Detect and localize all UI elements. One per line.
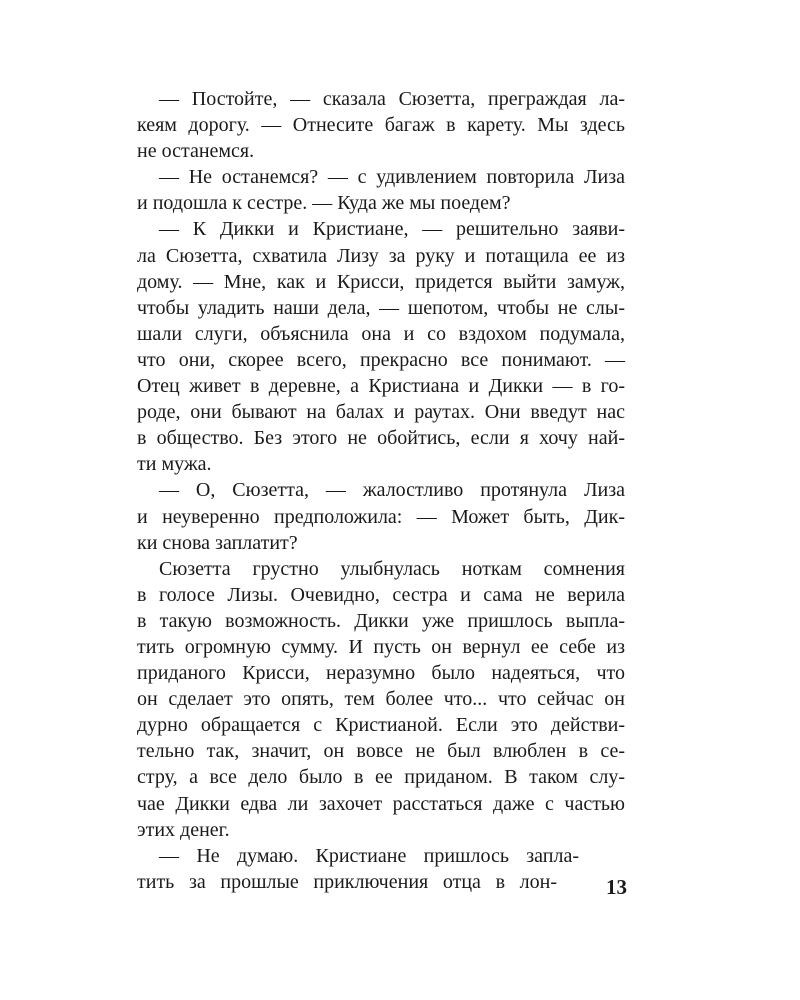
text-line: ла Сюзетта, схватила Лизу за руку и потащила ее из — [137, 244, 625, 267]
text-line: что они, скорее всего, прекрасно все понимают. — — [137, 348, 625, 371]
text-line: не останемся. — [137, 140, 255, 163]
text-line: — К Дикки и Кристиане, — решительно заяви- — [159, 218, 625, 241]
text-line: Сюзетта грустно улыбнулась ноткам сомнения — [159, 557, 625, 580]
text-line: тить за прошлые приключения отца в лон- — [137, 870, 557, 893]
page-number: 13 — [606, 875, 627, 899]
text-line: тельно так, значит, он вовсе не был влюблен в се- — [137, 740, 625, 763]
text-line: стру, а все дело было в ее приданом. В таком слу- — [137, 766, 625, 789]
text-line: он сделает это опять, тем более что... что сейчас он — [137, 688, 625, 711]
text-line: кеям дорогу. — Отнесите багаж в карету. Мы здесь — [137, 114, 625, 137]
text-line: шали слуги, объяснила она и со вздохом подумала, — [137, 322, 625, 345]
text-line: в общество. Без этого не обойтись, если я хочу най- — [137, 427, 625, 450]
text-line: — О, Сюзетта, — жалостливо протянула Лиза — [159, 479, 625, 502]
text-line: этих денег. — [137, 818, 230, 841]
text-line: — Не думаю. Кристиане пришлось запла- — [159, 844, 579, 867]
text-line: чае Дикки едва ли захочет расстаться даже с частью — [137, 792, 625, 815]
text-line: — Постойте, — сказала Сюзетта, преграждая ла- — [159, 88, 625, 110]
text-line: дому. — Мне, как и Крисси, придется выйти замуж, — [137, 270, 625, 293]
text-line: в такую возможность. Дикки уже пришлось выпла- — [137, 609, 625, 632]
text-line: — Не останемся? — с удивлением повторила Лиза — [159, 166, 625, 189]
text-line: ки снова заплатит? — [137, 531, 298, 554]
text-line: тить огромную сумму. И пусть он вернул ее себе из — [137, 635, 625, 658]
text-line: ти мужа. — [137, 453, 212, 476]
text-line: в голосе Лизы. Очевидно, сестра и сама не верила — [137, 583, 625, 606]
text-line: приданого Крисси, неразумно было надеяться, что — [137, 662, 625, 685]
text-line: дурно обращается с Кристианой. Если это действи- — [137, 714, 625, 737]
text-line: роде, они бывают на балах и раутах. Они введут нас — [137, 401, 625, 424]
text-line: и подошла к сестре. — Куда же мы поедем? — [137, 192, 511, 215]
text-line: чтобы уладить наши дела, — шепотом, чтобы не слы- — [137, 296, 625, 319]
body-text — [137, 86, 625, 895]
text-line: и неуверенно предположила: — Может быть, Дик- — [137, 505, 625, 528]
text-line: Отец живет в деревне, а Кристиана и Дикки — в го- — [137, 375, 625, 398]
